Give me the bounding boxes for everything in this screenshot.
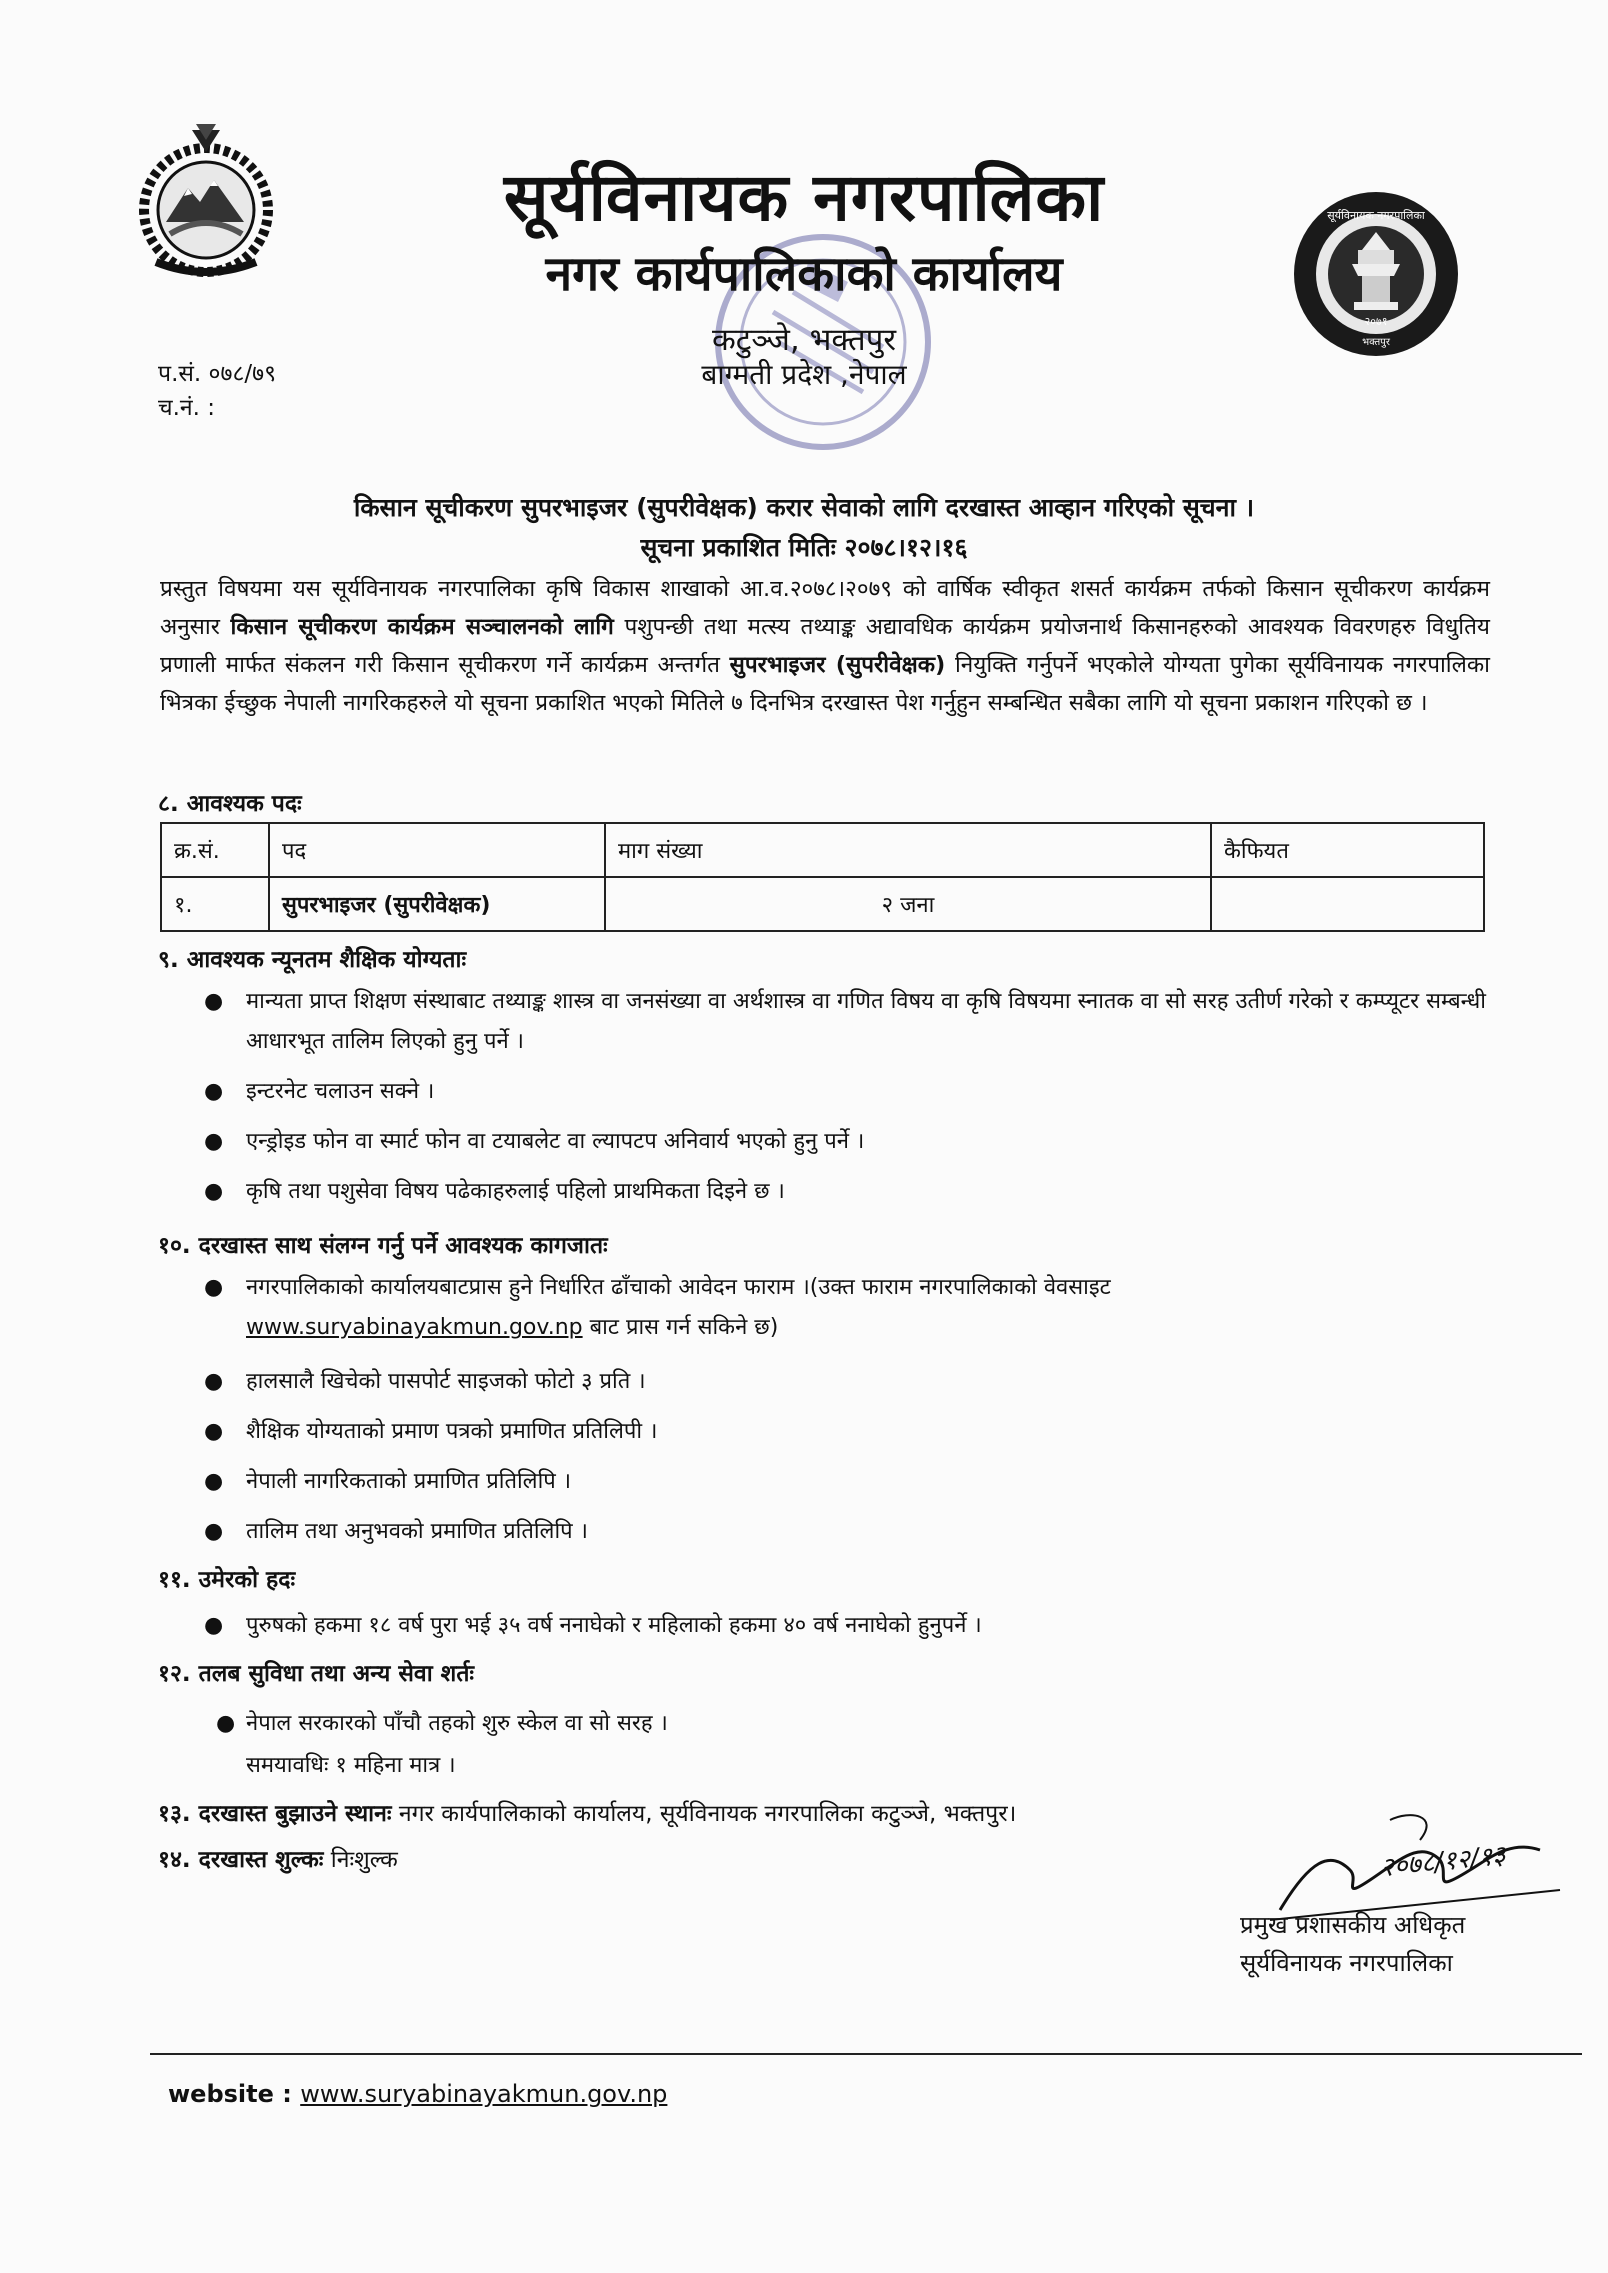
list-item: ● पुरुषको हकमा १८ वर्ष पुरा भई ३५ वर्ष ननाघेको र महिलाको हकमा ४० वर्ष ननाघेको हुनुपर्ने । <box>246 1606 982 1646</box>
posts-table <box>160 822 1485 932</box>
logo-year: २०७१ <box>1364 315 1388 328</box>
cell-post: सुपरभाइजर (सुपरीवेक्षक) <box>269 877 605 931</box>
bullet-icon: ● <box>204 1179 224 1204</box>
office-name: नगर कार्यपालिकाको कार्यालय <box>545 246 1063 302</box>
intro-text-3: नियुक्ति गर्नुपर्ने भएकोले योग्यता पुगेका सूर्यविनायक नगरपालिका भित्रका ईच्छुक नेपाली नागरिकहरुले यो सूचना प्रकाशित भएको मितिले ७ दिनभित्र दरखास्त पेश गर्नुहुन सम्बन्धित सबैका लागि यो सूचना प्रकाशन गरिएको छ । <box>160 652 1491 716</box>
duration-text: समयावधिः १ महिना मात्र । <box>246 1753 456 1778</box>
signatory-title: प्रमुख प्रशासकीय अधिकृत <box>1240 1911 1466 1939</box>
cell-sn: १. <box>161 877 269 931</box>
col-remarks: कैफियत <box>1211 823 1484 877</box>
published-date: सूचना प्रकाशित मितिः २०७८।१२।१६ <box>640 533 968 562</box>
intro-paragraph <box>160 570 1490 722</box>
footer-website <box>168 2080 667 2108</box>
section9-heading: ९. आवश्यक न्यूनतम शैक्षिक योग्यताः <box>158 947 467 973</box>
bullet-icon: ● <box>204 1613 224 1638</box>
list-item: ● हालसालै खिचेको पासपोर्ट साइजको फोटो ३ प्रति । <box>246 1362 646 1402</box>
list-item: ● एन्ड्रोइड फोन वा स्मार्ट फोन वा टयाबलेट वा ल्यापटप अनिवार्य भएको हुनु पर्ने । <box>246 1122 864 1162</box>
logo-place: भक्तपुर <box>1362 337 1390 348</box>
list-item: ● मान्यता प्राप्त शिक्षण संस्थाबाट तथ्याङ्क शास्त्र वा जनसंख्या वा अर्थशास्त्र वा गणित विषय वा कृषि विषयमा स्नातक वा सो सरह उतीर्ण गरेको र कम्प्यूटर सम्बन्धी आधारभूत तालिम लिएको हुनु पर्ने । <box>246 982 1486 1062</box>
notice-title: किसान सूचीकरण सुपरभाइजर (सुपरीवेक्षक) करार सेवाको लागि दरखास्त आव्हान गरिएको सूचना । <box>353 493 1255 522</box>
list-item: ● शैक्षिक योग्यताको प्रमाण पत्रको प्रमाणित प्रतिलिपी । <box>246 1412 657 1452</box>
bullet-icon: ● <box>204 1129 224 1154</box>
list-item: ● कृषि तथा पशुसेवा विषय पढेकाहरुलाई पहिलो प्राथमिकता दिइने छ । <box>246 1172 785 1212</box>
intro-text-1: प्रस्तुत विषयमा यस सूर्यविनायक नगरपालिका कृषि विकास शाखाको आ.व.२०७८।२०७९ को वार्षिक स्वीकृत शसर्त कार्यक्रम तर्फको किसान सूचीकरण कार्यक्रम अनुसार <box>160 576 1490 640</box>
table-row <box>161 877 1484 931</box>
col-sn: क्र.सं. <box>161 823 269 877</box>
section10-heading: १०. दरखास्त साथ संलग्न गर्नु पर्ने आवश्यक कागजातः <box>158 1233 608 1259</box>
bullet-icon: ● <box>204 1469 224 1494</box>
section14-text: निःशुल्क <box>323 1847 398 1873</box>
bullet-icon: ● <box>216 1711 236 1736</box>
section14-heading: १४. दरखास्त शुल्कः <box>158 1847 324 1873</box>
col-count: माग संख्या <box>605 823 1211 877</box>
dispatch-number: च.नं. : <box>158 395 216 421</box>
list-item: ● नगरपालिकाको कार्यालयबाटप्रास हुने निर्धारित ढाँचाको आवेदन फाराम ।(उक्त फाराम नगरपालिकाको वेवसाइट www.suryabinayakmun.gov.np बाट प्रास गर्न सकिने छ) <box>246 1268 1486 1348</box>
section11-heading: ११. उमेरको हदः <box>158 1567 296 1593</box>
bullet-icon: ● <box>204 1519 224 1544</box>
address-line2: बाग्मती प्रदेश ,नेपाल <box>701 358 907 391</box>
col-post: पद <box>269 823 605 877</box>
section13-heading: १३. दरखास्त बुझाउने स्थानः <box>158 1801 392 1827</box>
section12-heading: १२. तलब सुविधा तथा अन्य सेवा शर्तः <box>158 1661 475 1687</box>
section13 <box>158 1796 1016 1828</box>
footer-label: website : <box>168 2080 301 2108</box>
cell-count: २ जना <box>605 877 1211 931</box>
bullet-icon: ● <box>204 989 224 1014</box>
footer-divider <box>150 2053 1582 2055</box>
list-item: ● इन्टरनेट चलाउन सक्ने । <box>246 1072 434 1112</box>
intro-bold-2: सुपरभाइजर (सुपरीवेक्षक) <box>729 652 946 678</box>
section14 <box>158 1842 398 1874</box>
intro-text-2: पशुपन्छी तथा मत्स्य तथ्याङ्क अद्यावधिक कार्यक्रम प्रयोजनार्थ किसानहरुको आवश्यक विवरणहरु विधुतिय प्रणाली मार्फत संकलन गरी किसान सूचीकरण गर्ने कार्यक्रम अन्तर्गत <box>160 614 1490 678</box>
intro-bold-1: किसान सूचीकरण कार्यक्रम सञ्चालनको लागि <box>230 614 614 640</box>
list-item: ● तालिम तथा अनुभवको प्रमाणित प्रतिलिपि । <box>246 1512 588 1552</box>
list-item: ● नेपाली नागरिकताको प्रमाणित प्रतिलिपि । <box>246 1462 571 1502</box>
section13-text: नगर कार्यपालिकाको कार्यालय, सूर्यविनायक नगरपालिका कटुञ्जे, भक्तपुर। <box>391 1801 1017 1827</box>
address-line1: कटुञ्जे, भक्तपुर <box>711 322 896 358</box>
letter-number: प.सं. ०७८/७९ <box>158 361 277 387</box>
list-item: ● नेपाल सरकारको पाँचौ तहको शुरु स्केल वा सो सरह । <box>246 1704 668 1744</box>
footer-link[interactable]: www.suryabinayakmun.gov.np <box>300 2080 668 2108</box>
website-link[interactable]: www.suryabinayakmun.gov.np <box>246 1315 583 1340</box>
handwritten-date: २०७८/१२/१३ <box>1378 1840 1508 1884</box>
bullet-icon: ● <box>204 1369 224 1394</box>
bullet-icon: ● <box>204 1419 224 1444</box>
bullet-icon: ● <box>204 1079 224 1104</box>
table-header-row <box>161 823 1484 877</box>
section8-heading: ८. आवश्यक पदः <box>158 791 302 817</box>
cell-remarks <box>1211 877 1484 931</box>
logo-ring-text: सूर्यविनायक नगरपालिका <box>1327 209 1425 222</box>
bullet-icon: ● <box>204 1275 224 1300</box>
org-name: सूर्यविनायक नगरपालिका <box>503 159 1105 236</box>
signatory-org: सूर्यविनायक नगरपालिका <box>1240 1949 1453 1977</box>
